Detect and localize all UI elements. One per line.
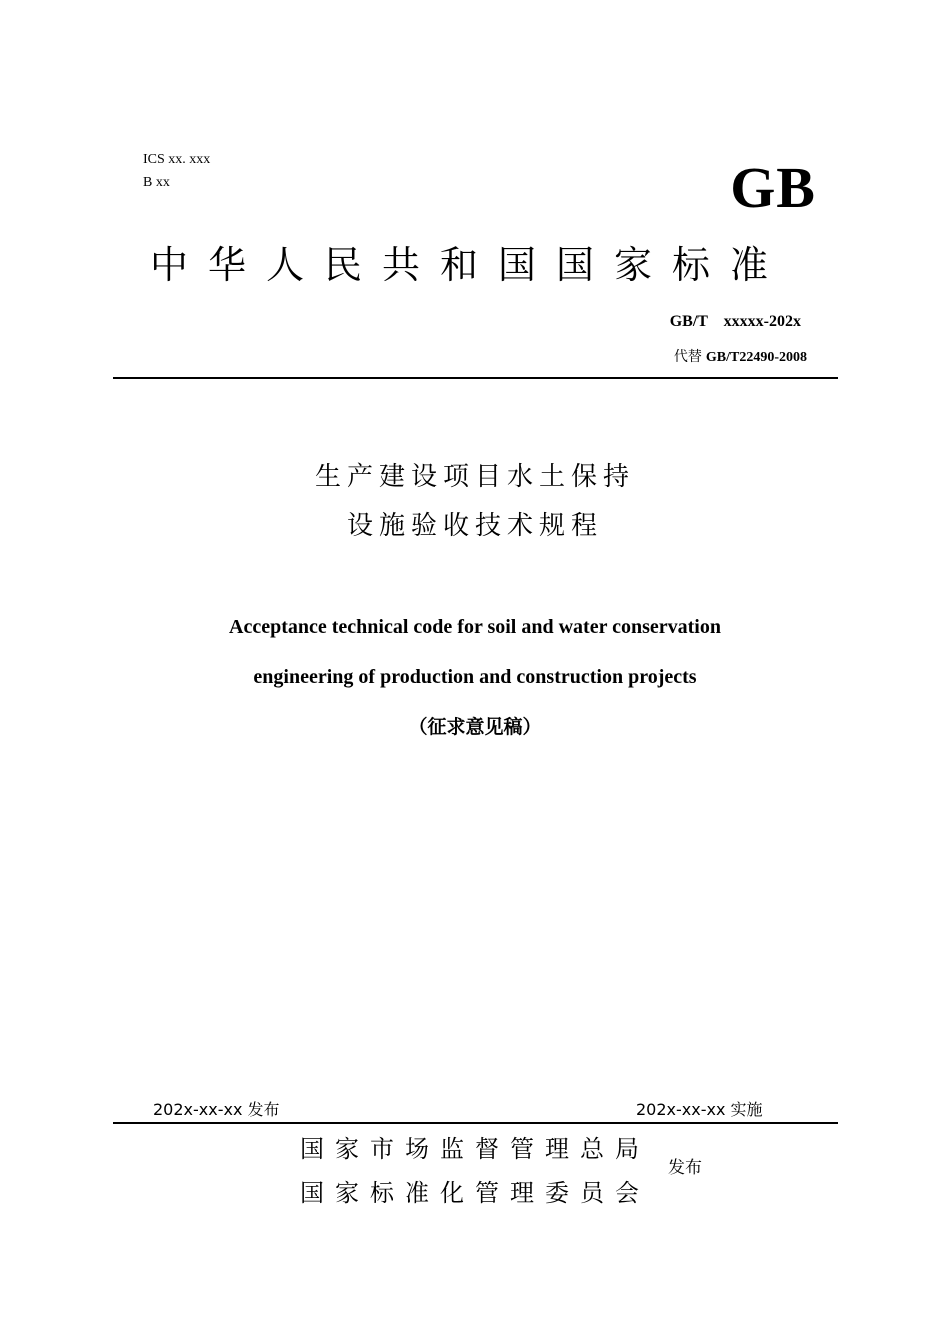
chinese-title-line-2: 设施验收技术规程 xyxy=(346,511,603,541)
issuer-line-2: 国家标准化管理委员会 xyxy=(300,1179,650,1207)
standard-category-heading: 中华人民共和国国家标准 xyxy=(150,243,789,287)
draft-status-note: （征求意见稿） xyxy=(408,716,542,738)
gb-logo: GB xyxy=(730,155,816,220)
replaced-standard-number: GB/T22490-2008 xyxy=(705,350,807,365)
implementation-date: 202x-xx-xx 实施 xyxy=(636,1100,763,1119)
replaces-line xyxy=(674,347,807,368)
issue-date: 202x-xx-xx 发布 xyxy=(153,1100,280,1119)
english-title-line-1: Acceptance technical code for soil and water conservation xyxy=(229,616,721,638)
english-title-line-2: engineering of production and construction projects xyxy=(253,666,697,688)
ics-code: ICS xx. xxx xyxy=(143,152,211,167)
issue-label: 发布 xyxy=(668,1158,702,1178)
classification-code: B xx xyxy=(143,175,170,190)
bottom-divider xyxy=(113,1122,838,1124)
standard-number: GB/T xxxxx-202x xyxy=(669,313,801,330)
issuer-line-1: 国家市场监督管理总局 xyxy=(300,1135,650,1163)
chinese-title-line-1: 生产建设项目水土保持 xyxy=(314,462,635,492)
replaces-label: 代替 xyxy=(673,349,702,365)
top-divider xyxy=(113,377,838,379)
